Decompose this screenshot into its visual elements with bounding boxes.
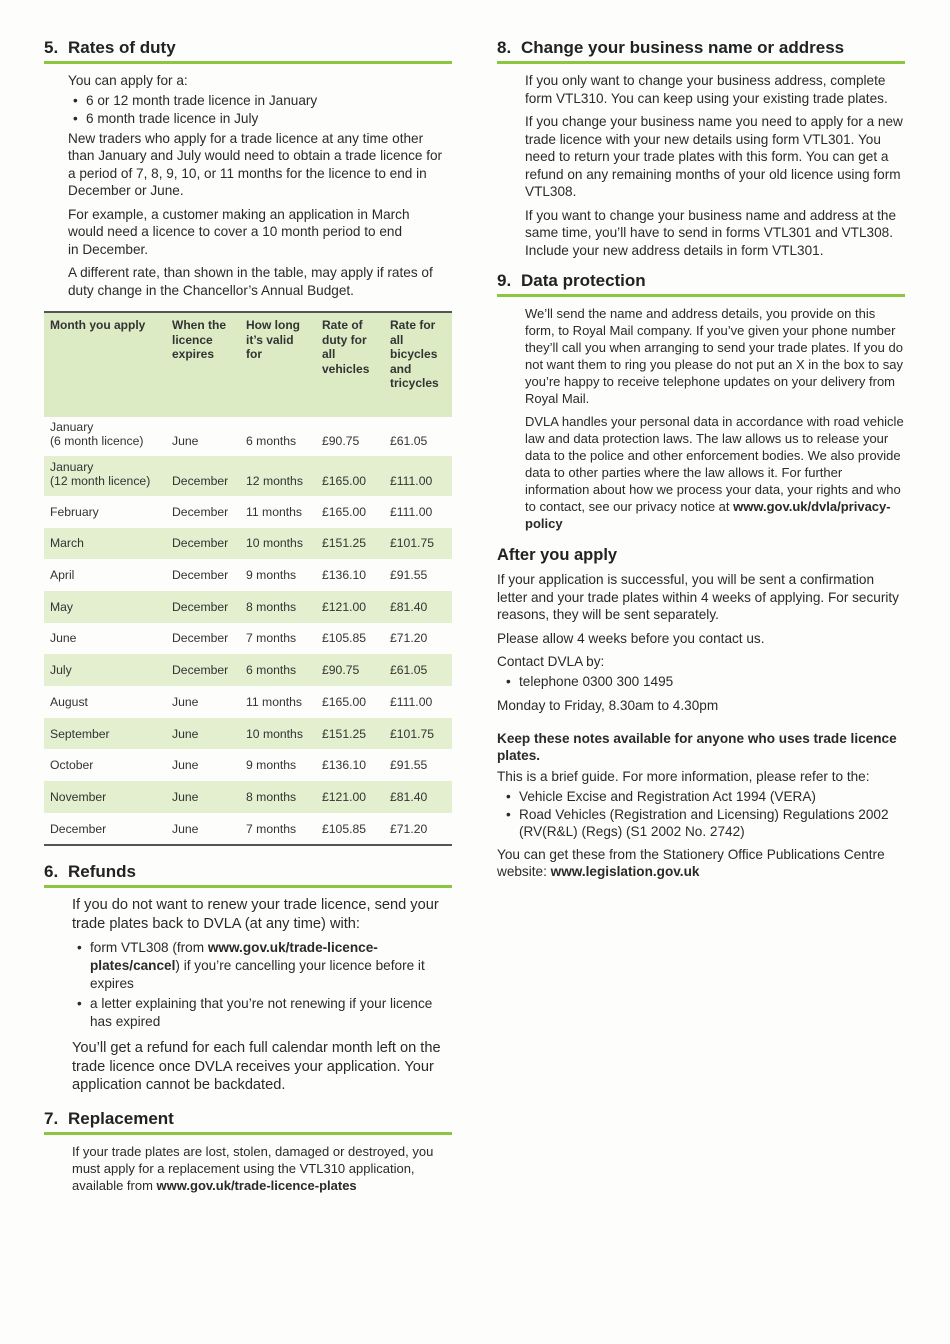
table-cell: February	[50, 504, 99, 519]
table-cell: March	[44, 528, 166, 560]
table-row	[44, 591, 452, 623]
table-cell: 6 months	[246, 434, 297, 449]
table-cell: £61.05	[384, 654, 452, 686]
table-row	[44, 559, 452, 591]
table-cell: June	[50, 631, 77, 646]
list-item: • form VTL308 (from www.gov.uk/trade-licence-plates/cancel) if you’re cancelling your licence before it expires	[90, 939, 452, 993]
after-paragraph: Contact DVLA by:	[497, 654, 605, 669]
table-cell: 7 months	[246, 631, 297, 646]
section-5-paragraph: A different rate, than shown in the table, may apply if rates of duty change in the Chancellor’s Annual Budget.	[68, 265, 433, 298]
table-row	[44, 813, 452, 846]
table-cell: September	[44, 718, 166, 750]
table-cell: £165.00	[322, 694, 367, 709]
table-row	[44, 417, 452, 457]
table-header: When the licence expires	[166, 312, 240, 417]
table-cell: June	[172, 821, 199, 836]
table-cell: August	[50, 694, 88, 709]
right-column	[497, 38, 905, 886]
table-cell: October	[50, 758, 94, 773]
table-cell: December	[166, 654, 240, 686]
section-8-body	[497, 72, 905, 259]
table-cell: December	[172, 568, 229, 583]
after-you-apply-body	[497, 571, 905, 880]
table-cell: December	[172, 631, 229, 646]
keep-notes-warning: Keep these notes available for anyone who uses trade licence plates.	[497, 731, 897, 763]
table-cell: £91.55	[390, 568, 428, 583]
table-header-row	[44, 312, 452, 417]
table-row	[44, 781, 452, 813]
legislation-list	[497, 788, 905, 840]
contact-list	[497, 673, 905, 691]
table-cell: 10 months	[240, 718, 316, 750]
section-5-intro: You can apply for a:	[68, 73, 188, 88]
table-cell: £101.75	[384, 528, 452, 560]
table-cell: November	[44, 781, 166, 813]
table-cell: 6 months	[240, 654, 316, 686]
table-row	[44, 623, 452, 655]
table-header: Rate for all bicycles and tricycles	[384, 312, 452, 417]
table-cell: £111.00	[384, 456, 452, 496]
table-cell: £101.75	[384, 718, 452, 750]
legislation-source: You can get these from the Stationery Office Publications Centre website: www.legislation.gov.uk	[497, 846, 885, 879]
table-row	[44, 496, 452, 528]
section-8-heading: 8. Change your business name or address	[497, 38, 905, 64]
table-header: Month you apply	[44, 312, 166, 417]
trade-licence-plates-link[interactable]: www.gov.uk/trade-licence-plates	[156, 1177, 357, 1193]
table-cell: January (6 month licence)	[50, 420, 144, 449]
list-item: • Vehicle Excise and Registration Act 1994 (VERA)	[519, 788, 905, 806]
section-5-paragraph: New traders who apply for a trade licence at any time other than January and July would need to obtain a trade licence for a period of 7, 8, 9, 10, or 11 months for the licence to end in December or June.	[68, 130, 443, 198]
table-cell: June	[166, 781, 240, 813]
after-you-apply-heading: After you apply	[497, 546, 618, 564]
table-row	[44, 749, 452, 781]
table-cell: December	[166, 528, 240, 560]
table-cell: June	[166, 718, 240, 750]
list-item: • Road Vehicles (Registration and Licensing) Regulations 2002 (RV(R&L) (Regs) (S1 2002 No. 2742)	[519, 806, 905, 840]
table-cell: £151.25	[316, 528, 384, 560]
table-cell: December	[166, 456, 240, 496]
table-row	[44, 528, 452, 560]
section-6-body	[44, 896, 452, 1095]
table-cell: £81.40	[384, 781, 452, 813]
section-8-paragraph: If you change your business name you need to apply for a new trade licence with your new details using form VTL301. You need to return your trade plates with this form. You can get a refund on any remaining months of your old licence using form VTL308.	[525, 114, 903, 199]
list-item: • 6 or 12 month trade licence in January	[86, 92, 452, 110]
opening-hours: Monday to Friday, 8.30am to 4.30pm	[497, 697, 719, 713]
list-item: • a letter explaining that you’re not renewing if your licence has expired	[90, 995, 452, 1031]
list-item: • 6 month trade licence in July	[86, 110, 452, 128]
table-cell: December	[172, 504, 229, 519]
rates-table	[44, 311, 452, 846]
table-cell: 11 months	[246, 504, 303, 519]
section-9-heading: 9. Data protection	[497, 271, 905, 297]
section-6-outro: You’ll get a refund for each full calendar month left on the trade licence once DVLA receives your application. Your application cannot be backdated.	[72, 1040, 441, 1094]
section-6-heading: 6. Refunds	[44, 862, 452, 888]
guide-text: This is a brief guide. For more information, please refer to the:	[497, 769, 870, 784]
section-6-intro: If you do not want to renew your trade licence, send your trade plates back to DVLA (at any time) with:	[72, 897, 439, 932]
table-cell: £61.05	[390, 434, 428, 449]
table-cell: June	[172, 434, 199, 449]
table-cell: 10 months	[240, 528, 316, 560]
section-5-heading: 5. Rates of duty	[44, 38, 452, 64]
left-column	[44, 38, 452, 1200]
table-cell: July	[44, 654, 166, 686]
table-cell: £105.85	[322, 631, 367, 646]
table-row	[44, 456, 452, 496]
table-cell: 7 months	[246, 821, 297, 836]
table-cell: £71.20	[390, 631, 428, 646]
table-row	[44, 654, 452, 686]
table-cell: £71.20	[390, 821, 428, 836]
table-cell: £136.10	[322, 758, 367, 773]
section-9-paragraph: DVLA handles your personal data in accordance with road vehicle law and data protection laws. The law allows us to release your data to the police and other enforcement bodies. We also provide data to other parties where the law allows it. For further information about how we process your data, your rights and who to contact, see our privacy notice at www.gov.uk/dvla/privacy-policy	[525, 414, 904, 531]
legislation-link[interactable]: www.legislation.gov.uk	[550, 863, 700, 879]
table-cell: 12 months	[240, 456, 316, 496]
section-5-bullets	[68, 92, 452, 128]
section-7-text: If your trade plates are lost, stolen, damaged or destroyed, you must apply for a replacement using the VTL310 application, available from www.gov.uk/trade-licence-plates	[72, 1143, 434, 1193]
section-7-heading: 7. Replacement	[44, 1109, 452, 1135]
section-9-paragraph: We’ll send the name and address details, you provide on this form, to Royal Mail company. If you’ve given your phone number they’ll call you when arranging to send your trade plates. If you do not want them to ring you please do not put an X in the box to say you’re happy to receive telephone updates on your delivery from Royal Mail.	[525, 306, 903, 406]
rates-table-body	[44, 417, 452, 846]
section-6-bullets	[72, 939, 452, 1031]
table-header: How long it’s valid for	[240, 312, 316, 417]
table-cell: December	[50, 821, 107, 836]
table-header: Rate of duty for all vehicles	[316, 312, 384, 417]
table-cell: £165.00	[316, 456, 384, 496]
privacy-policy-link[interactable]: www.gov.uk/dvla/privacy-policy	[525, 499, 891, 531]
table-row	[44, 718, 452, 750]
table-cell: June	[172, 694, 199, 709]
table-cell: £121.00	[316, 781, 384, 813]
table-cell: £90.75	[316, 654, 384, 686]
table-cell: £165.00	[322, 504, 367, 519]
table-cell: £91.55	[390, 758, 428, 773]
table-cell: £111.00	[390, 504, 433, 519]
table-cell: £90.75	[322, 434, 360, 449]
section-9-body	[497, 305, 905, 532]
cancel-link[interactable]: www.gov.uk/trade-licence-plates/cancel	[90, 940, 378, 974]
section-7-body	[44, 1143, 452, 1194]
phone-number: • telephone 0300 300 1495	[519, 673, 905, 691]
table-cell: £111.00	[390, 694, 433, 709]
table-cell: June	[172, 758, 199, 773]
table-cell: January (12 month licence)	[44, 456, 166, 496]
table-cell: £81.40	[384, 591, 452, 623]
table-cell: 8 months	[240, 781, 316, 813]
section-5-body	[44, 72, 452, 299]
table-cell: £151.25	[316, 718, 384, 750]
table-cell: 9 months	[246, 758, 297, 773]
table-cell: 9 months	[246, 568, 297, 583]
table-cell: £105.85	[322, 821, 367, 836]
after-paragraph: Please allow 4 weeks before you contact us.	[497, 630, 765, 646]
table-cell: 11 months	[246, 694, 303, 709]
table-cell: May	[44, 591, 166, 623]
section-8-paragraph: If you want to change your business name and address at the same time, you’ll have to send in forms VTL301 and VTL308. Include your new address details in form VTL301.	[525, 207, 897, 258]
section-5-paragraph: For example, a customer making an application in March would need a licence to cover a 10 month period to end in December.	[68, 206, 410, 257]
table-cell: December	[166, 591, 240, 623]
table-cell: £136.10	[322, 568, 367, 583]
table-row	[44, 686, 452, 718]
table-cell: April	[50, 568, 75, 583]
after-paragraph: If your application is successful, you will be sent a confirmation letter and your trade plates within 4 weeks of applying. For security reasons, they will be sent separately.	[497, 572, 899, 622]
table-cell: 8 months	[240, 591, 316, 623]
table-cell: £121.00	[316, 591, 384, 623]
section-8-paragraph: If you only want to change your business address, complete form VTL310. You can keep using your existing trade plates.	[525, 73, 888, 106]
